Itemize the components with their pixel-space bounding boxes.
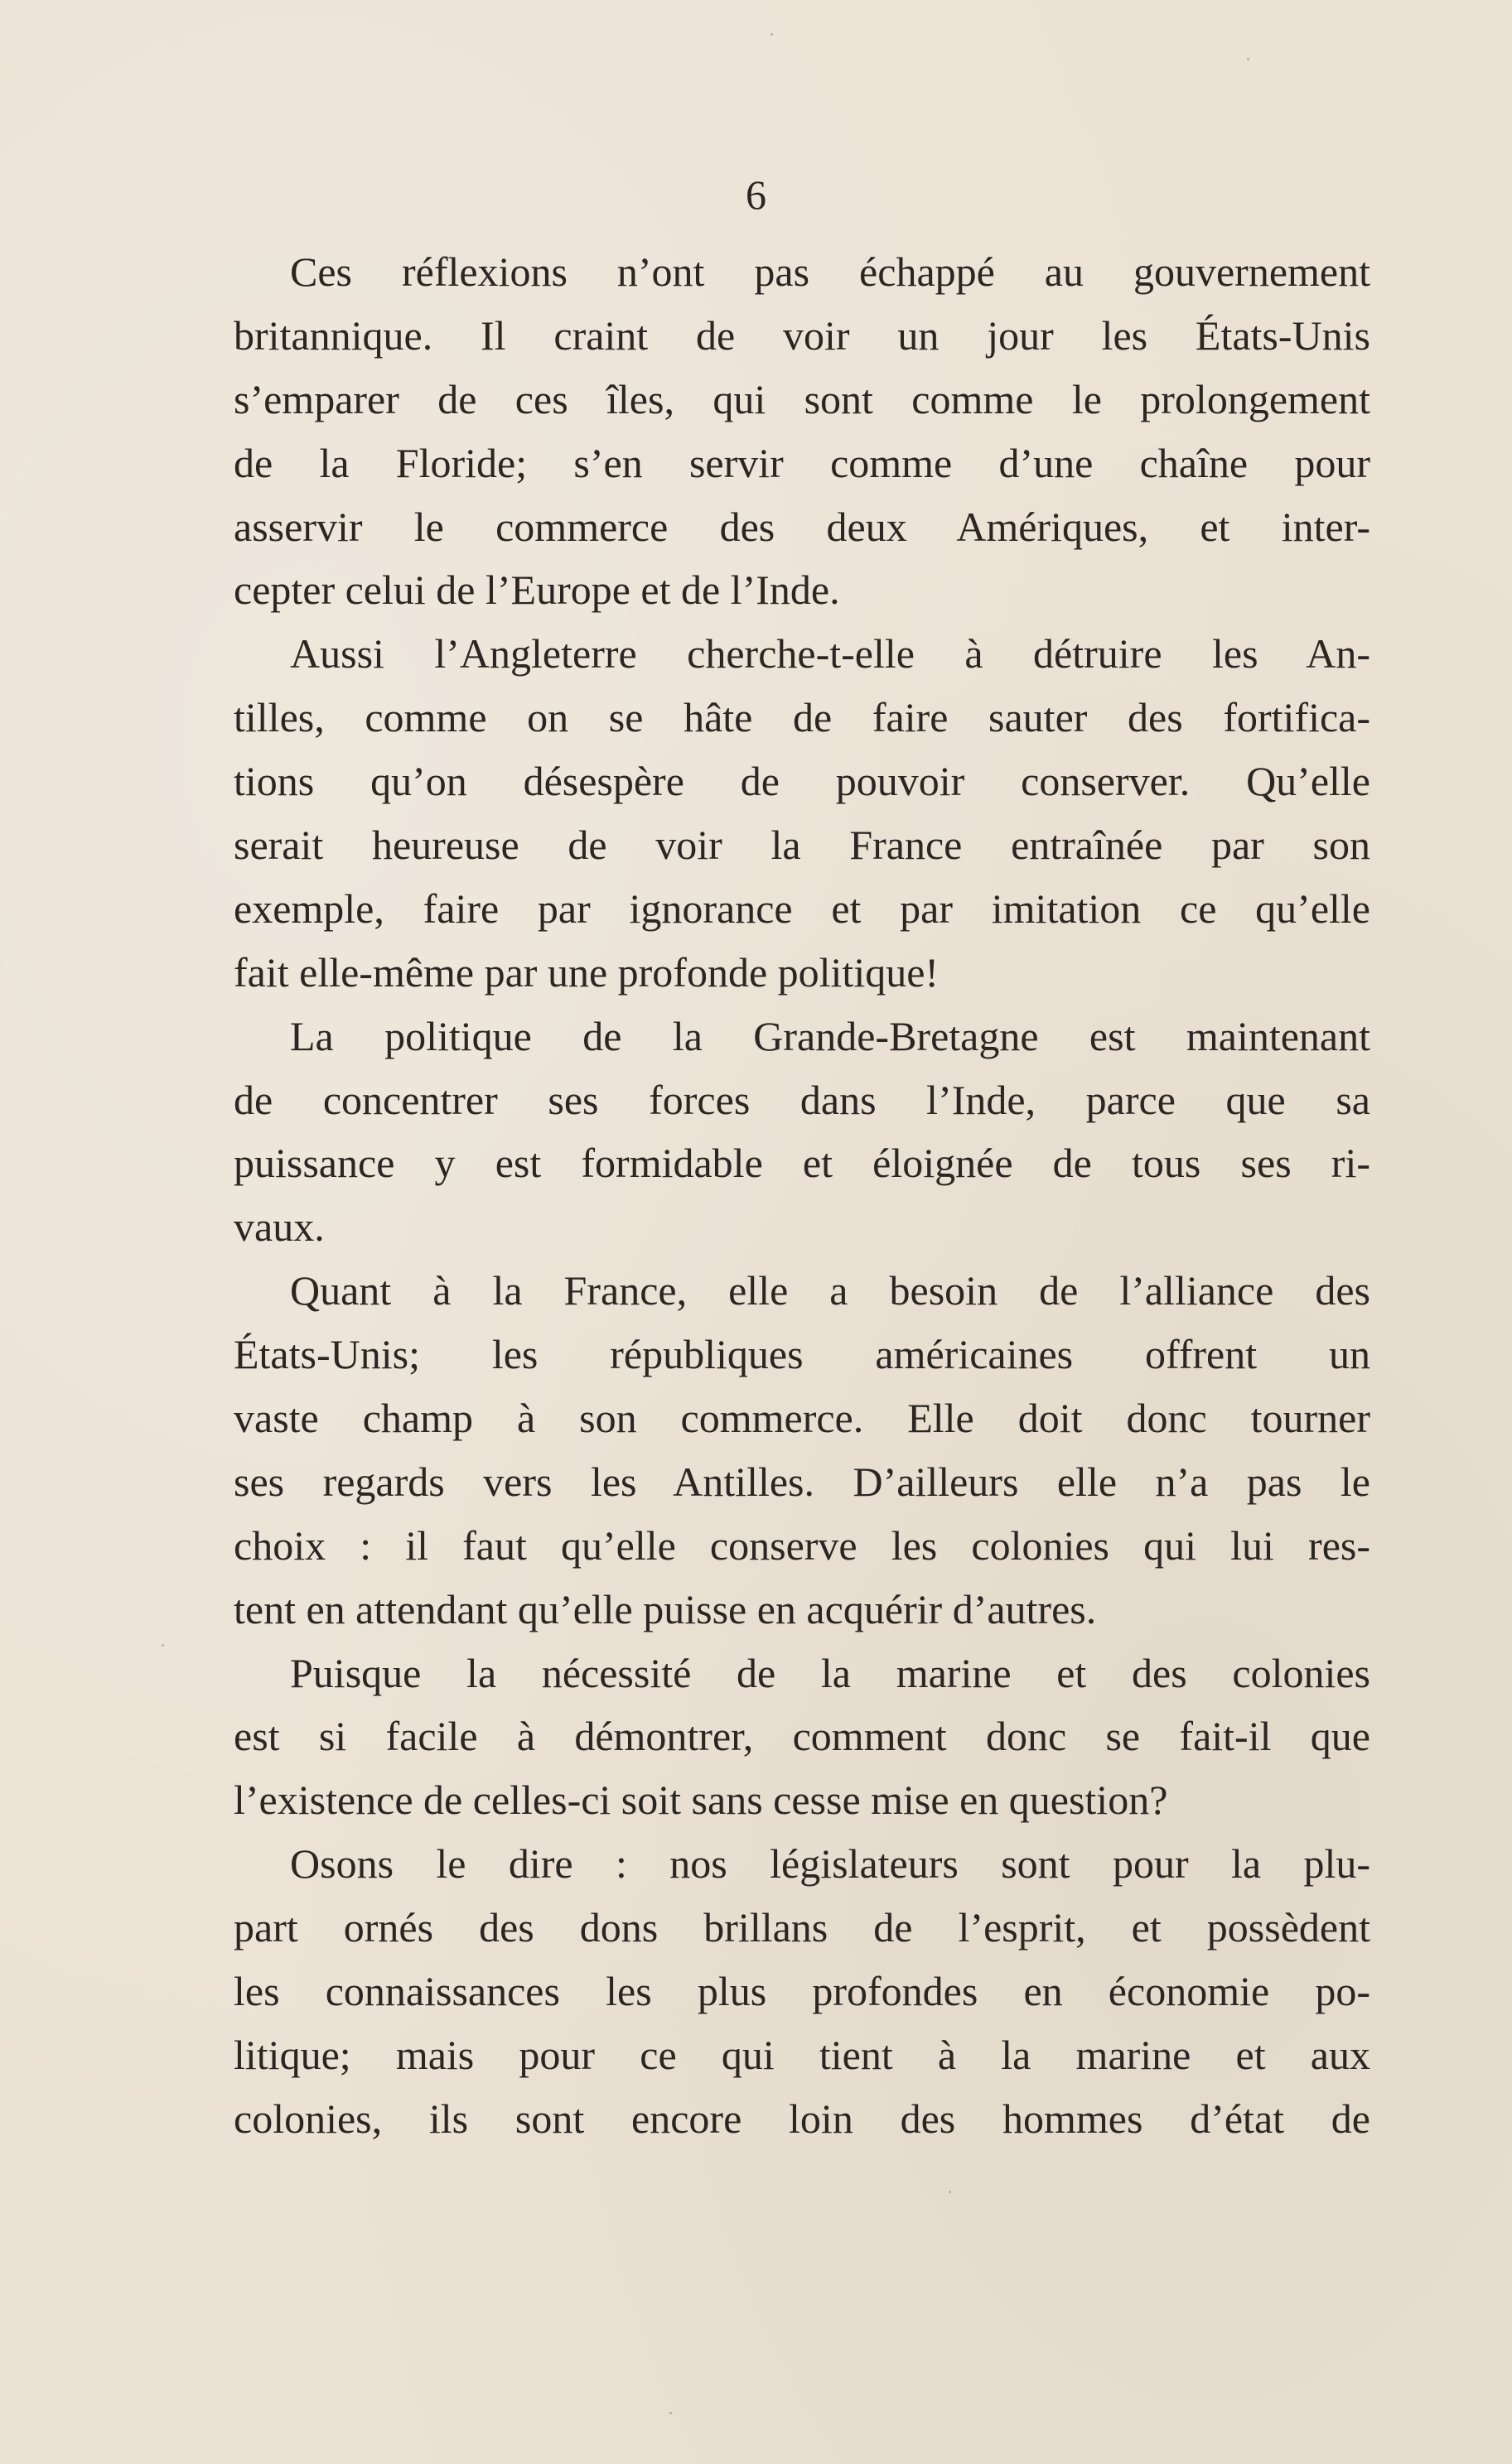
paper-speck xyxy=(949,2191,951,2193)
text-line: ses regards vers les Antilles. D’ailleurs elle n’a pas le xyxy=(234,1458,1370,1505)
text-line: Aussi l’Angleterre cherche-t-elle à détruire les An- xyxy=(290,630,1370,677)
text-line: Ces réflexions n’ont pas échappé au gouvernement xyxy=(290,248,1370,295)
text-line: vaste champ à son commerce. Elle doit donc tourner xyxy=(234,1395,1370,1442)
text-line: asservir le commerce des deux Amériques, et inter- xyxy=(234,503,1370,550)
text-line: tions qu’on désespère de pouvoir conserver. Qu’elle xyxy=(234,758,1370,805)
text-line: cepter celui de l’Europe et de l’Inde. xyxy=(234,567,840,614)
text-line: Osons le dire : nos législateurs sont pour la plu- xyxy=(290,1840,1370,1888)
text-line: britannique. Il craint de voir un jour les États-Unis xyxy=(234,311,1370,359)
text-line: de la Floride; s’en servir comme d’une chaîne pour xyxy=(234,439,1370,486)
text-line: part ornés des dons brillans de l’esprit, et possèdent xyxy=(234,1904,1370,1951)
text-line: vaux. xyxy=(234,1203,325,1251)
text-line: l’existence de celles-ci soit sans cesse mise en question? xyxy=(234,1777,1168,1824)
paper-speck xyxy=(1247,58,1249,60)
text-line: colonies, ils sont encore loin des hommes d’état de xyxy=(234,2095,1370,2142)
text-line: tilles, comme on se hâte de faire sauter des fortifica- xyxy=(234,694,1370,741)
text-line: La politique de la Grande-Bretagne est maintenant xyxy=(290,1012,1370,1059)
paper-speck xyxy=(162,1644,164,1647)
text-line: choix : il faut qu’elle conserve les colonies qui lui res- xyxy=(234,1521,1370,1569)
text-line: est si facile à démontrer, comment donc se fait-il que xyxy=(234,1713,1370,1760)
text-line: de concentrer ses forces dans l’Inde, parce que sa xyxy=(234,1076,1370,1123)
text-line: fait elle-même par une profonde politique! xyxy=(234,948,940,996)
text-line: tent en attendant qu’elle puisse en acquérir d’autres. xyxy=(234,1585,1097,1632)
text-line: serait heureuse de voir la France entraînée par son xyxy=(234,822,1370,869)
text-line: puissance y est formidable et éloignée de tous ses ri- xyxy=(234,1140,1370,1187)
text-line: exemple, faire par ignorance et par imitation ce qu’elle xyxy=(234,885,1370,932)
text-line: Quant à la France, elle a besoin de l’alliance des xyxy=(290,1267,1370,1314)
body-text xyxy=(234,240,1370,2151)
text-line: les connaissances les plus profondes en économie po- xyxy=(234,1968,1370,2015)
paper-speck xyxy=(669,2412,672,2414)
paper-speck xyxy=(770,33,773,36)
text-line: États-Unis; les républiques américaines offrent un xyxy=(234,1331,1370,1378)
page-number: 6 xyxy=(746,171,766,218)
text-line: s’emparer de ces îles, qui sont comme le prolongement xyxy=(234,375,1370,422)
text-line: Puisque la nécessité de la marine et des colonies xyxy=(290,1649,1370,1696)
text-line: litique; mais pour ce qui tient à la marine et aux xyxy=(234,2031,1370,2078)
